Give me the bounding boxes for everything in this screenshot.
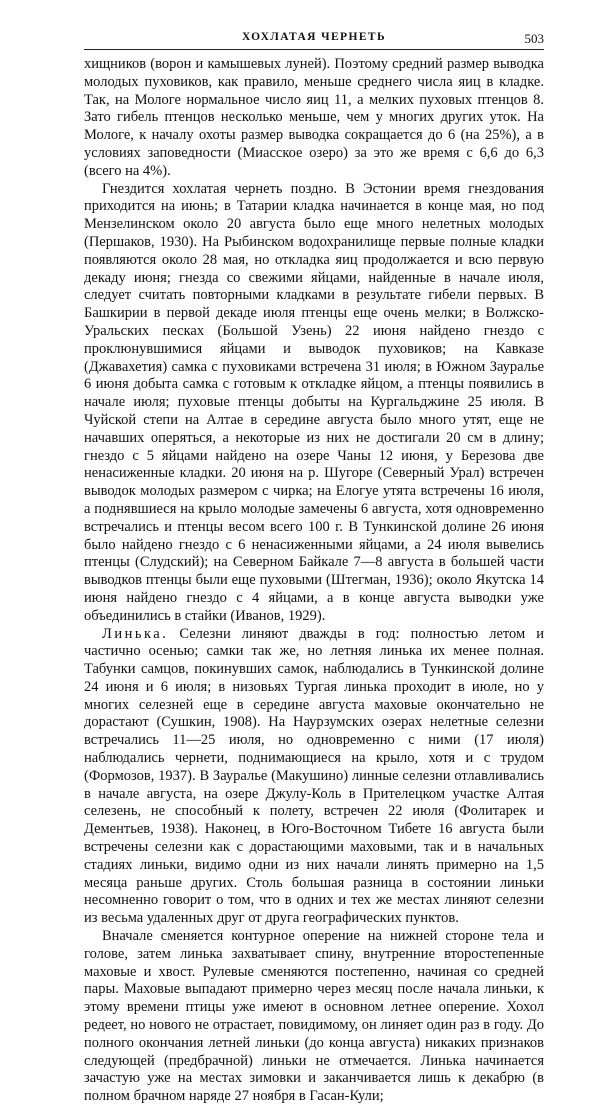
paragraph-molt-text: Селезни линяют дважды в год: полностью летом и частично осенью; самки так же, но летняя линька их менее полная. Табунки самцов, покинувших самок, наблюдались в Тункинской долине 24 июня и 6 июля; в низовьях Тургая линька проходит в июле, но у многих селезней еще в середине августа маховые окончательно не дорастают (Сушкин, 1908). На Наурзумских озерах нелетные селезни встречались 11—25 июля, но одновременно с ними (17 июля) наблюдались чернети, поднимающиеся на крыло, хотя и с трудом (Формозов, 1937). В Зауралье (Макушино) линные селезни отлавливались в начале августа, на озере Джулу-Коль в Прителецком участке Алтая селезень, не способный к полету, встречен 22 июля (Фолитарек и Дементьев, 1938). Наконец, в Юго-Восточном Тибете 16 августа были встречены селезни как с дорастающими маховыми, так и в начальных стадиях линьки, видимо одни из них начали линять примерно на 1,5 месяца раньше других. Столь большая разница в состоянии линьки несомненно говорит о том, что в одних и тех же местах линяют селезни из весьма удаленных друг от друга географических пунктов. xyxy=(84,625,544,927)
running-head xyxy=(84,31,544,49)
paragraph-continued: хищников (ворон и камышевых луней). Поэтому средний размер выводка молодых пуховиков, как правило, меньше среднего числа яиц в кладке. Так, на Мологе нормальное число яиц 11, а мелких пуховых птенцов 8. Зато гибель птенцов несколько меньше, чем у многих других уток. На Мологе, к началу охоты размер выводка сокращается до 6 (на 25%), а в условиях заповедности (Миасское озеро) за это же время с 6,6 до 6,3 (всего на 4%). xyxy=(84,56,544,179)
running-title: ХОХЛАТАЯ ЧЕРНЕТЬ xyxy=(242,31,386,43)
paragraph-molt-sequence: Вначале сменяется контурное оперение на нижней стороне тела и голове, затем линька захватывает спину, внутренние второстепенные маховые и хвост. Рулевые сменяются постепенно, начиная со средней пары. Маховые выпадают примерно через месяц после начала линьки, к этому времени птицы уже имеют в основном летнее оперение. Хохол редеет, но нового не отрастает, повидимому, он линяет один раз в году. До полного окончания летней линьки (до конца августа) никаких признаков следующей (предбрачной) линьки не отмечается. Линька начинается зачастую уже на местах зимовки и заканчивается лишь к декабрю (в полном брачном наряде 27 ноября в Гасан-Кули; xyxy=(84,928,544,1105)
page-number: 503 xyxy=(524,31,544,46)
paragraph-molt xyxy=(84,626,544,929)
body-text xyxy=(84,56,544,1106)
section-lead-molt: Линька. xyxy=(102,625,169,642)
header-rule xyxy=(84,49,544,50)
paragraph-nesting: Гнездится хохлатая чернеть поздно. В Эстонии время гнездования приходится на июнь; в Татарии кладка начинается в конце мая, но под Мензелинском около 20 августа было еще много нелетных молодых (Першаков, 1930). На Рыбинском водохранилище первые полные кладки появляются около 28 мая, но откладка яиц продолжается и всю первую декаду июня; гнезда со свежими яйцами, найденные в начале июля, следует считать повторными кладками в результате гибели первых. В Башкирии в первой декаде июля птенцы еще очень мелки; в Волжско-Уральских песках (Большой Узень) 22 июня найдено гнездо с проклюнувшимися яйцами и выводок пуховиков; на Кавказе (Джавахетия) самка с пуховиками встречена 31 июля; в Южном Зауралье 6 июня добыта самка с готовым к откладке яйцом, а птенцы появились в начале июля; пуховые птенцы добыты на Кургальджине 25 июля. В Чуйской степи на Алтае в середине августа было много утят, еще не начавших оперяться, а некоторые из них не достигали 20 см в длину; гнездо с 5 яйцами найдено на озере Чаны 12 июня, у Березова две ненасиженные кладки. 20 июня на р. Шугоре (Северный Урал) встречен выводок молодых размером с чирка; на Елогуе утята встречены 16 июля, а поднявшиеся на крыло молодые замечены 6 августа, хотя одновременно встречались и птенцы весом всего 100 г. В Тункинской долине 26 июня было найдено гнездо с 6 ненасиженными яйцами, а 24 июля вывелись птенцы (Слудский); на Северном Байкале 7—8 августа в большей части выводков птенцы были еще пуховыми (Штегман, 1936); около Якутска 14 июня найдено гнездо с 4 яйцами, а в конце августа выводки уже объединились в стайки (Иванов, 1929). xyxy=(84,180,544,624)
